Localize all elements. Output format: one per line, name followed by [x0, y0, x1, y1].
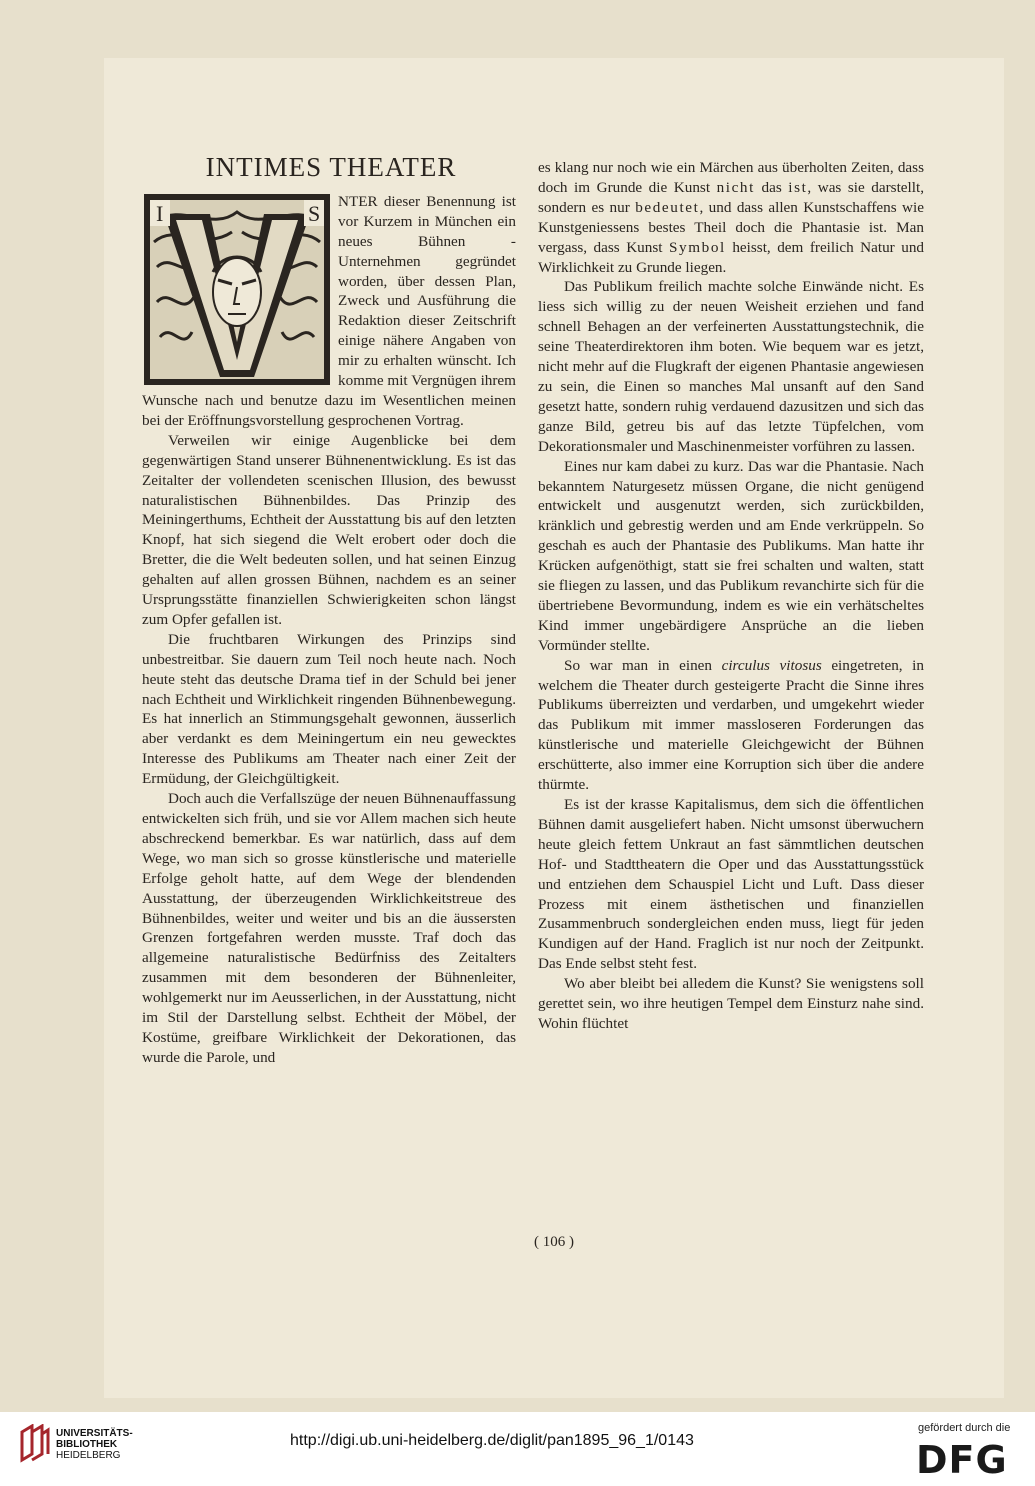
page-number: ( 106 )	[534, 1234, 574, 1250]
decorative-initial-v-icon	[142, 192, 332, 387]
left-paragraph-4: Doch auch die Verfallszüge der neuen Bühnenauffassung entwickelten sich früh, und sie vor Allem machen sich heute abschreckend bemerkbar. Es war natürlich, dass auf dem Wege, wo man sich so grosse künstlerische und materielle Erfolge geholt hatte, auf dem Wege der blendenden Ausstattung, der überzeugenden Wirklichkeitstreue des Bühnenbildes, weiter und weiter und bis an die äussersten Grenzen fortgefahren werden musste. Traf doch das allgemeine naturalistische Bedürfniss des Zeitalters zusammen mit dem besonderen der Bühnenleiter, wohlgemerkt nur im Aeusserlichen, in der Ausstattung, nicht im Stil der Darstellung selbst. Echtheit der Möbel, der Kostüme, greifbare Wirklichkeit der Dekorationen, das wurde die Parole, und	[142, 790, 516, 1066]
book-page	[104, 58, 1004, 1398]
left-column	[142, 152, 516, 1068]
article-title: INTIMES THEATER	[205, 152, 457, 182]
right-paragraph-2: Das Publikum freilich machte solche Einwände nicht. Es liess sich willig zu der neuen Weisheit erziehen und fand schnell Behagen an der verfeinerten Ausstattungstechnik, die seine Theaterdirektoren ihm boten. Wie bequem war es jetzt, nicht mehr auf die Flugkraft der eigenen Phantasie angewiesen zu sein, die Einen so manches Mal unsanft auf den Sand gesetzt hatte, sondern ruhig verdauend dazusitzen und sich das ganze Bild, getreu bis auf das letzte Tüpfelchen, vom Dekorationsmaler und Maschinenmeister vorführen zu lassen.	[538, 278, 924, 455]
left-paragraph-2: Verweilen wir einige Augenblicke bei dem gegenwärtigen Stand unserer Bühnenentwicklung. Es ist das Zeitalter der vollendeten scenischen Illusion, des bewusst naturalistischen Bühnenbildes. Das Prinzip des Meiningerthums, Echtheit der Ausstattung bis auf den letzten Knopf, hat sich siegend die Welt erobert oder doch die Bretter, die die Welt bedeuten sollen, und hat seinen Einzug gehalten auf allen grossen Bühnen, nachdem es an seiner Ursprungsstätte finanziellen Schwierigkeiten schon längst zum Opfer gefallen ist.	[142, 431, 516, 628]
right-column	[538, 158, 924, 1034]
right-paragraph-3: Eines nur kam dabei zu kurz. Das war die Phantasie. Nach bekanntem Naturgesetz müssen Organe, die nicht genügend entwickelt und ausgenutzt werden, sich zurückbilden, kränklich und gebrestig werden und am Ende verkrüppeln. So geschah es auch der Phantasie des Publikums. Man hatte ihr Krücken aufgenöthigt, statt sie frei schalten und walten, statt sie fliegen zu lassen, und das Publikum revanchirte sich für die übertriebene Bevormundung, indem es wie ein verhätscheltes Kind immer ungebärdigere Ansprüche an die lieben Vormünder stellte.	[538, 457, 924, 654]
initial-right-letter: S	[308, 200, 321, 226]
dfg-logo-icon[interactable]: DFG	[916, 1438, 1008, 1482]
initial-left-letter: I	[156, 200, 164, 226]
right-paragraph-5: Es ist der krasse Kapitalismus, dem sich die öffentlichen Bühnen damit ausgeliefert haben. Nicht umsonst überwuchern heute gleich fettem Unkraut an fast sämmtlichen deutschen Hof- und Stadttheatern die Oper und das Ausstattungsstück und entziehen dem Schauspiel Licht und Luft. Dass dieser Prozess mit einem ästhetischen und finanziellen Zusammenbruch sondergleichen enden muss, liegt für jeden Kundigen auf der Hand. Fraglich ist nur noch der Zeitpunkt. Das Ende selbst steht fest.	[538, 796, 924, 973]
right-paragraph-4: So war man in einen circulus vitosus eingetreten, in welchem die Theater durch gesteigerte Pracht die Sinne ihres Publikums überreizten und verdarben, und umgekehrt wieder das Publikum mit immer massloseren Forderungen das künstlerische und materielle Gleichgewicht der Bühnen erschütterte, also immer eine Korruption sich über die andere thürmte.	[538, 656, 924, 794]
library-logo-icon[interactable]	[18, 1424, 50, 1468]
right-paragraph-1: es klang nur noch wie ein Märchen aus überholten Zeiten, dass doch im Grunde die Kunst nicht das ist, was sie darstellt, sondern es nur bedeutet, und dass allen Kunstschaffens wie Kunstgeniessens bestes Theil doch die Phantasie ist. Man vergass, dass Kunst Symbol heisst, dem freilich Natur und Wirklichkeit zu Grunde liegen.	[538, 159, 925, 276]
right-paragraph-6: Wo aber bleibt bei alledem die Kunst? Sie wenigstens soll gerettet sein, wo ihre heutigen Tempel dem Einsturz nahe sind. Wohin flüchtet	[538, 975, 924, 1032]
permalink-url[interactable]: http://digi.ub.uni-heidelberg.de/diglit/pan1895_96_1/0143	[290, 1432, 694, 1449]
library-name[interactable]: UNIVERSITÄTS- BIBLIOTHEK HEIDELBERG	[56, 1428, 133, 1461]
viewer-footer	[0, 1412, 1035, 1486]
left-paragraph-3: Die fruchtbaren Wirkungen des Prinzips sind unbestreitbar. Sie dauern zum Teil noch heute nach. Noch heute steht das deutsche Drama tief in der Schuld bei jener nach Echtheit und Wirklichkeit ringenden Bühnenbewegung. Es hat innerlich an Stimmungsgehalt gewonnen, äusserlich aber verdankt es dem Meiningertum ein neu gewecktes Interesse des Publikums am Theater nach einer Zeit der Ermüdung, der Gleichgültigkeit.	[142, 630, 516, 788]
left-paragraph-1: NTER dieser Benennung ist vor Kurzem in München ein neues Bühnen - Unternehmen gegründet worden, über dessen Plan, Zweck und Ausführung die Redaktion dieser Zeitschrift einige nähere Angaben von mir zu erhalten wünscht. Ich komme mit Vergnügen ihrem Wunsche nach und benutze dazu im Wesentlichen meinen bei der Eröffnungsvorstellung gesprochenen Vortrag.	[142, 192, 516, 429]
funding-caption: gefördert durch die	[918, 1422, 1011, 1434]
